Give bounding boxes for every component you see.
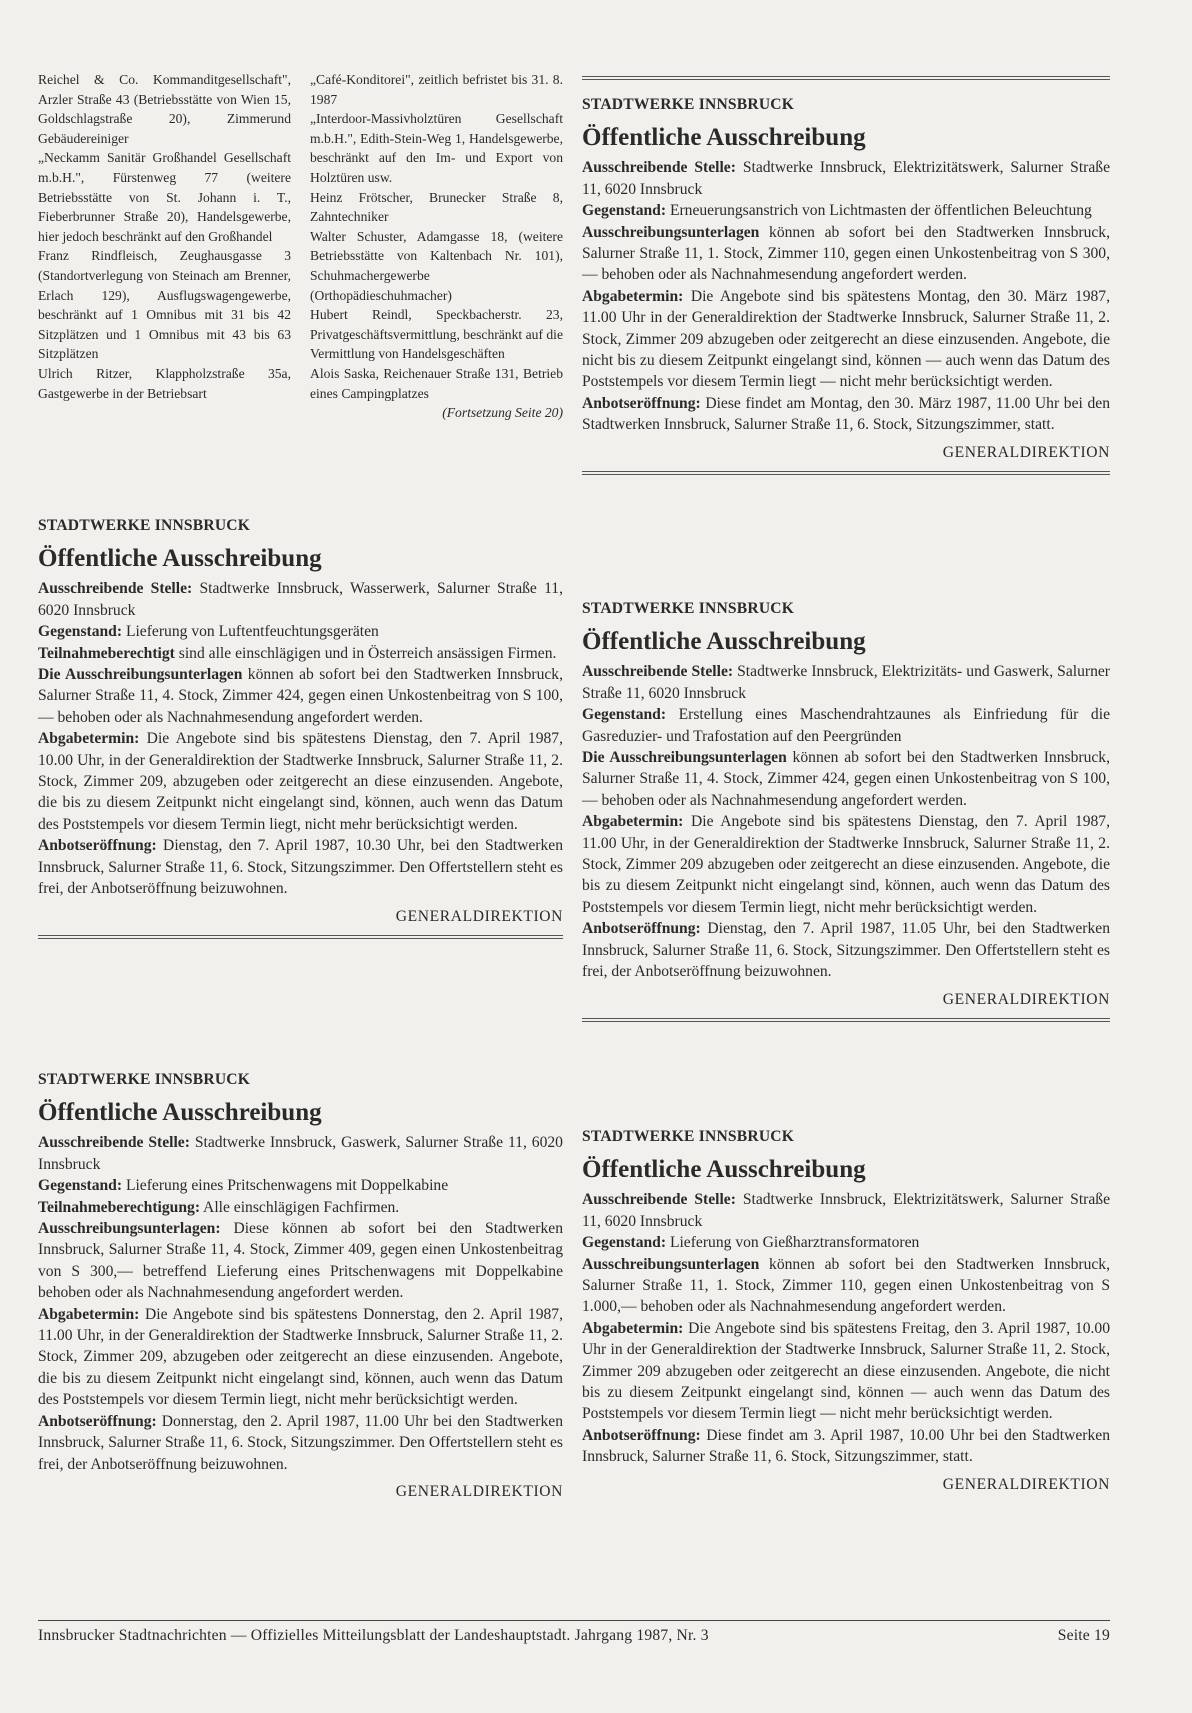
notice-paragraph: Ausschreibungsunterlagen können ab sofort bei den Stadtwerken Innsbruck, Salurner Straße 11, 1. Stock, Zimmer 110, gegen einen Unkostenbeitrag von S 1.000,— behoben oder als Nachnahmesendung angefordert werden. bbox=[582, 1255, 1110, 1316]
tender-notice-gas-works bbox=[38, 1069, 563, 1502]
notice-paragraph: Teilnahmeberechtigung: Alle einschlägigen Fachfirmen. bbox=[38, 1198, 400, 1216]
notice-signature: GENERALDIREKTION bbox=[395, 907, 563, 925]
notice-paragraph: Abgabetermin: Die Angebote sind bis spätestens Dienstag, den 7. April 1987, 10.00 Uhr, in der Generaldirektion der Stadtwerke Innsbruck, Salurner Straße 11, 2. Stock, Zimmer 209, abzugeben oder zeitgerecht an diese einzusenden. Angebote, die bis zu diesem Zeitpunkt nicht eingelangt sind, können, auch wenn das Datum des Poststempels vor diesem Termin liegt, nicht mehr berücksichtigt werden. bbox=[38, 730, 563, 833]
notice-paragraph: Anbotseröffnung: Donnerstag, den 2. April 1987, 11.00 Uhr bei den Stadtwerken Innsbruck, Salurner Straße 11, 6. Stock, Sitzungszimmer. Den Offertstellern steht es frei, der Anbotseröffnung beizuwohnen. bbox=[38, 1412, 563, 1473]
notice-signature: GENERALDIREKTION bbox=[942, 1475, 1110, 1493]
divider bbox=[582, 1018, 1110, 1022]
notice-organization: STADTWERKE INNSBRUCK bbox=[582, 1128, 795, 1145]
business-register-column-left bbox=[38, 70, 291, 403]
list-entry: „Café-Konditorei", zeitlich befristet bis 31. 8. 1987 bbox=[310, 72, 563, 107]
page-footer bbox=[38, 1620, 1110, 1645]
business-register-column-middle bbox=[310, 70, 563, 423]
notice-organization: STADTWERKE INNSBRUCK bbox=[38, 517, 251, 534]
list-entry: „Neckamm Sanitär Großhandel Gesellschaft m.b.H.", Fürstenweg 77 (weitere Betriebsstätte von St. Johann i. T., Fieberbrunner Straße 20), Handelsgewerbe, hier jedoch beschränkt auf den Großhandel bbox=[38, 150, 291, 244]
notice-paragraph: Die Ausschreibungsunterlagen können ab sofort bei den Stadtwerken Innsbruck, Salurner Straße 11, 4. Stock, Zimmer 424, gegen einen Unkostenbeitrag von S 100,— behoben oder als Nachnahmesendung angefordert werden. bbox=[38, 666, 563, 726]
notice-organization: STADTWERKE INNSBRUCK bbox=[582, 96, 795, 113]
tender-notice-water-works bbox=[38, 515, 563, 939]
notice-paragraph: Ausschreibende Stelle: Stadtwerke Innsbruck, Elektrizitätswerk, Salurner Straße 11, 6020 Innsbruck bbox=[582, 1191, 1110, 1230]
notice-paragraph: Abgabetermin: Die Angebote sind bis spätestens Donnerstag, den 2. April 1987, 11.00 Uhr, in der Generaldirektion der Stadtwerke Innsbruck, Salurner Straße 11, 2. Stock, Zimmer 209, abzugeben oder zeitgerecht an diese einzusenden. Angebote, die bis zu diesem Zeitpunkt nicht eingelangt sind, können, auch wenn das Datum des Poststempels vor diesem Termin liegt, nicht mehr berücksichtigt werden. bbox=[38, 1305, 563, 1409]
notice-title: Öffentliche Ausschreibung bbox=[582, 628, 866, 656]
notice-paragraph: Gegenstand: Lieferung von Gießharztransformatoren bbox=[582, 1234, 920, 1252]
notice-paragraph: Ausschreibende Stelle: Stadtwerke Innsbruck, Gaswerk, Salurner Straße 11, 6020 Innsbruck bbox=[38, 1134, 563, 1173]
notice-paragraph: Anbotseröffnung: Dienstag, den 7. April 1987, 10.30 Uhr, bei den Stadtwerken Innsbruck, Salurner Straße 11, 6. Stock, Sitzungszimmer. Den Offertstellern steht es frei, der Anbotseröffnung beizuwohnen. bbox=[38, 837, 563, 898]
notice-paragraph: Gegenstand: Lieferung eines Pritschenwagens mit Doppelkabine bbox=[38, 1177, 449, 1195]
notice-title: Öffentliche Ausschreibung bbox=[582, 124, 866, 152]
tender-notice-transformers bbox=[582, 1126, 1110, 1495]
notice-paragraph: Anbotseröffnung: Dienstag, den 7. April 1987, 11.05 Uhr, bei den Stadtwerken Innsbruck, Salurner Straße 11, 6. Stock, Sitzungszimmer. Den Offertstellern steht es frei, der Anbotseröffnung beizuwohnen. bbox=[582, 920, 1110, 981]
notice-paragraph: Abgabetermin: Die Angebote sind bis spätestens Freitag, den 3. April 1987, 10.00 Uhr in der Generaldirektion der Stadtwerke Innsbruck, Salurner Straße 11, 2. Stock, Zimmer 209 abzugeben oder zeitgerecht an diese einzusenden. Angebote, die nicht bis zu diesem Zeitpunkt eingelangt sind, können — auch wenn das Datum des Poststempels vor diesem Termin liegt — nicht mehr berücksichtigt werden. bbox=[582, 1319, 1110, 1423]
continuation-note: (Fortsetzung Seite 20) bbox=[442, 405, 563, 421]
notice-paragraph: Teilnahmeberechtigt sind alle einschlägigen und in Österreich ansässigen Firmen. bbox=[38, 644, 557, 662]
notice-paragraph: Abgabetermin: Die Angebote sind bis spätestens Dienstag, den 7. April 1987, 11.00 Uhr, in der Generaldirektion der Stadtwerke Innsbruck, Salurner Straße 11, 2. Stock, Zimmer 209 abzugeben oder zeitgerecht an diese einzusenden. Angebote, die bis zu diesem Zeitpunkt nicht eingelangt sind, können, auch wenn das Datum des Poststempels vor diesem Termin liegt, nicht mehr berücksichtigt werden. bbox=[582, 813, 1110, 916]
notice-paragraph: Gegenstand: Erneuerungsanstrich von Lichtmasten der öffentlichen Beleuchtung bbox=[582, 202, 1092, 220]
publication-line: Innsbrucker Stadtnachrichten — Offizielles Mitteilungsblatt der Landeshauptstadt. Jahrgang 1987, Nr. 3 bbox=[38, 1627, 709, 1644]
notice-title: Öffentliche Ausschreibung bbox=[582, 1156, 866, 1184]
notice-paragraph: Ausschreibende Stelle: Stadtwerke Innsbruck, Elektrizitäts- und Gaswerk, Salurner Straße 11, 6020 Innsbruck bbox=[582, 663, 1110, 702]
list-entry: Ulrich Ritzer, Klappholzstraße 35a, Gastgewerbe in der Betriebsart bbox=[38, 365, 291, 401]
notice-paragraph: Ausschreibungsunterlagen können ab sofort bei den Stadtwerken Innsbruck, Salurner Straße 11, 1. Stock, Zimmer 110, gegen einen Unkostenbeitrag von S 300,— behoben oder als Nachnahmesendung angefordert werden. bbox=[582, 223, 1110, 284]
notice-paragraph: Anbotseröffnung: Diese findet am 3. April 1987, 10.00 Uhr bei den Stadtwerken Innsbruck, Salurner Straße 11, 6. Stock, Sitzungszimmer, statt. bbox=[582, 1426, 1110, 1466]
list-entry: Alois Saska, Reichenauer Straße 131, Betrieb eines Campingplatzes bbox=[310, 365, 563, 401]
notice-signature: GENERALDIREKTION bbox=[395, 1482, 563, 1500]
list-entry: Franz Rindfleisch, Zeughausgasse 3 (Standortverlegung von Steinach am Brenner, Erlach 129), Ausflugswagengewerbe, beschränkt auf 1 Omnibus mit 31 bis 42 Sitzplätzen und 1 Omnibus mit 43 bis 63 Sitzplätzen bbox=[38, 248, 291, 362]
tender-notice-fence bbox=[582, 598, 1110, 1022]
list-entry: „Interdoor-Massivholztüren Gesellschaft m.b.H.", Edith-Stein-Weg 1, Handelsgewerbe, beschränkt auf den Im- und Export von Holztüren usw. bbox=[310, 111, 563, 185]
notice-signature: GENERALDIREKTION bbox=[942, 443, 1110, 461]
notice-title: Öffentliche Ausschreibung bbox=[38, 1099, 322, 1127]
page-number: Seite 19 bbox=[1057, 1627, 1110, 1644]
notice-paragraph: Gegenstand: Lieferung von Luftentfeuchtungsgeräten bbox=[38, 623, 379, 641]
notice-paragraph: Ausschreibungsunterlagen: Diese können ab sofort bei den Stadtwerken Innsbruck, Salurner Straße 11, 4. Stock, Zimmer 409, gegen einen Unkostenbeitrag von S 300,— betreffend Lieferung eines Pritschenwagens mit Doppelkabine behoben oder als Nachnahmesendung angefordert werden. bbox=[38, 1220, 563, 1302]
notice-organization: STADTWERKE INNSBRUCK bbox=[38, 1071, 251, 1088]
notice-signature: GENERALDIREKTION bbox=[942, 990, 1110, 1008]
notice-paragraph: Abgabetermin: Die Angebote sind bis spätestens Montag, den 30. März 1987, 11.00 Uhr in der Generaldirektion der Stadtwerke Innsbruck, Salurner Straße 11, 2. Stock, Zimmer 209 abzugeben oder zeitgerecht an diese einzusenden. Angebote, die nicht bis zu diesem Zeitpunkt eingelangt sind, können — auch wenn das Datum des Poststempels vor diesem Termin liegt — nicht mehr berücksichtigt werden. bbox=[582, 287, 1110, 391]
list-entry: Hubert Reindl, Speckbacherstr. 23, Privatgeschäftsvermittlung, beschränkt auf die Vermittlung von Handelsgeschäften bbox=[310, 307, 563, 362]
notice-paragraph: Anbotseröffnung: Diese findet am Montag, den 30. März 1987, 11.00 Uhr bei den Stadtwerken Innsbruck, Salurner Straße 11, 6. Stock, Sitzungszimmer, statt. bbox=[582, 394, 1110, 434]
tender-notice-electricity-masts bbox=[582, 76, 1110, 475]
notice-paragraph: Ausschreibende Stelle: Stadtwerke Innsbruck, Wasserwerk, Salurner Straße 11, 6020 Innsbruck bbox=[38, 580, 563, 619]
divider bbox=[582, 471, 1110, 475]
notice-paragraph: Gegenstand: Erstellung eines Maschendrahtzaunes als Einfriedung für die Gasreduzier- und Trafostation auf den Peergründen bbox=[582, 706, 1110, 745]
notice-paragraph: Ausschreibende Stelle: Stadtwerke Innsbruck, Elektrizitätswerk, Salurner Straße 11, 6020 Innsbruck bbox=[582, 159, 1110, 198]
list-entry: Reichel & Co. Kommanditgesellschaft", Arzler Straße 43 (Betriebsstätte von Wien 15, Goldschlagstraße 20), Zimmerund Gebäudereiniger bbox=[38, 72, 291, 146]
notice-title: Öffentliche Ausschreibung bbox=[38, 545, 322, 573]
notice-organization: STADTWERKE INNSBRUCK bbox=[582, 600, 795, 617]
divider bbox=[582, 76, 1110, 80]
list-entry: Heinz Frötscher, Brunecker Straße 8, Zahntechniker bbox=[310, 189, 563, 225]
list-entry: Walter Schuster, Adamgasse 18, (weitere Betriebsstätte von Kaltenbach Nr. 101), Schuhmachergewerbe (Orthopädieschuhmacher) bbox=[310, 228, 563, 303]
divider bbox=[38, 935, 563, 939]
notice-paragraph: Die Ausschreibungsunterlagen können ab sofort bei den Stadtwerken Innsbruck, Salurner Straße 11, 4. Stock, Zimmer 424, gegen einen Unkostenbeitrag von S 100,— behoben oder als Nachnahmesendung angefordert werden. bbox=[582, 749, 1110, 809]
